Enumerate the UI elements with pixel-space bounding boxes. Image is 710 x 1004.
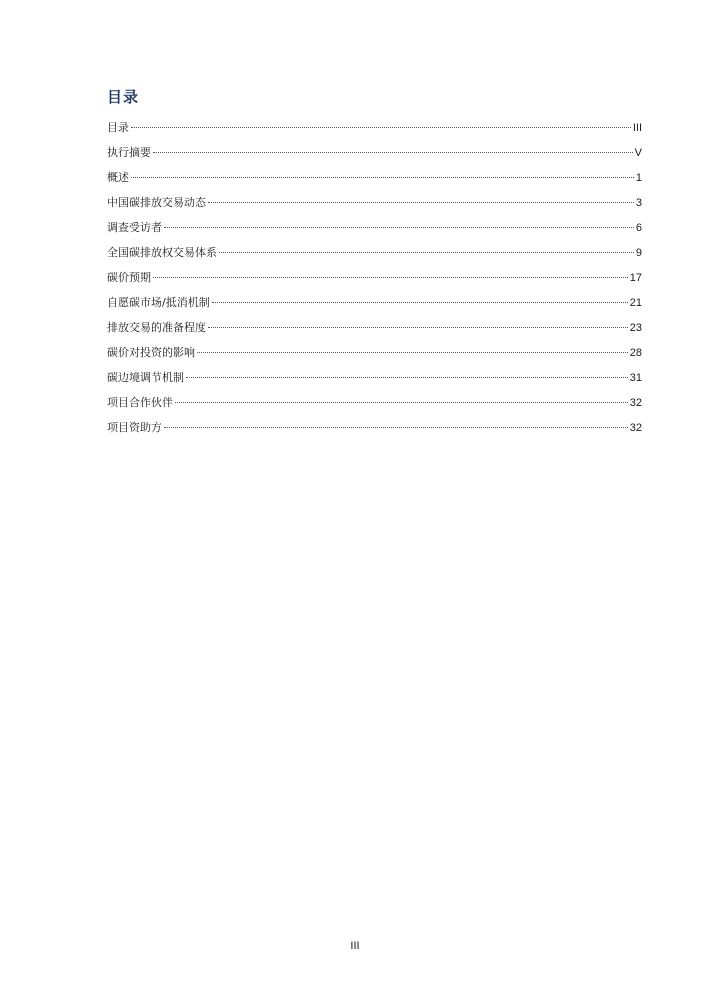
toc-entry-page: 32 xyxy=(629,397,642,409)
toc-entry-page: 28 xyxy=(629,347,642,359)
toc-dot-leader xyxy=(219,252,634,253)
toc-dot-leader xyxy=(186,377,628,378)
toc-dot-leader xyxy=(131,127,631,128)
toc-entry[interactable] xyxy=(107,195,642,220)
toc-entry-page: III xyxy=(632,122,642,134)
toc-entry[interactable] xyxy=(107,120,642,145)
toc-dot-leader xyxy=(197,352,628,353)
toc-entry-title: 执行摘要 xyxy=(107,146,151,159)
toc-entry-page: V xyxy=(634,147,642,159)
toc-entry-page: 1 xyxy=(635,172,642,184)
toc-dot-leader xyxy=(153,152,633,153)
toc-entry[interactable] xyxy=(107,395,642,420)
toc-dot-leader xyxy=(164,427,628,428)
toc-entry-page: 32 xyxy=(629,422,642,434)
toc-entry-title: 排放交易的准备程度 xyxy=(107,321,206,334)
toc-entry-page: 3 xyxy=(635,197,642,209)
page-number: III xyxy=(350,940,360,952)
toc-entry[interactable] xyxy=(107,420,642,445)
toc-entry[interactable] xyxy=(107,170,642,195)
toc-entry-page: 31 xyxy=(629,372,642,384)
toc-entry-title: 全国碳排放权交易体系 xyxy=(107,246,217,259)
toc-entry[interactable] xyxy=(107,345,642,370)
toc-entry[interactable] xyxy=(107,295,642,320)
toc-entry-title: 项目合作伙伴 xyxy=(107,396,173,409)
toc-entry-title: 中国碳排放交易动态 xyxy=(107,196,206,209)
toc-entry[interactable] xyxy=(107,320,642,345)
toc-entry-title: 概述 xyxy=(107,171,129,184)
toc-dot-leader xyxy=(175,402,628,403)
toc-entry-title: 碳价预期 xyxy=(107,271,151,284)
toc-entry[interactable] xyxy=(107,220,642,245)
toc-entry-title: 项目资助方 xyxy=(107,421,162,434)
toc-entry-page: 9 xyxy=(635,247,642,259)
toc-entry-title: 碳边境调节机制 xyxy=(107,371,184,384)
toc-entry-title: 调查受访者 xyxy=(107,221,162,234)
toc-entry[interactable] xyxy=(107,145,642,170)
toc-entry[interactable] xyxy=(107,245,642,270)
toc-entry[interactable] xyxy=(107,370,642,395)
toc-entry-page: 21 xyxy=(629,297,642,309)
toc-entry-page: 23 xyxy=(629,322,642,334)
toc-list xyxy=(107,120,642,445)
toc-dot-leader xyxy=(131,177,634,178)
toc-dot-leader xyxy=(208,202,634,203)
toc-entry-page: 6 xyxy=(635,222,642,234)
toc-entry-title: 碳价对投资的影响 xyxy=(107,346,195,359)
toc-heading: 目录 xyxy=(107,88,140,106)
toc-dot-leader xyxy=(212,302,628,303)
toc-entry-page: 17 xyxy=(629,272,642,284)
toc-entry-title: 自愿碳市场/抵消机制 xyxy=(107,296,210,309)
toc-entry[interactable] xyxy=(107,270,642,295)
toc-entry-title: 目录 xyxy=(107,121,129,134)
toc-dot-leader xyxy=(153,277,628,278)
toc-dot-leader xyxy=(208,327,628,328)
toc-dot-leader xyxy=(164,227,634,228)
